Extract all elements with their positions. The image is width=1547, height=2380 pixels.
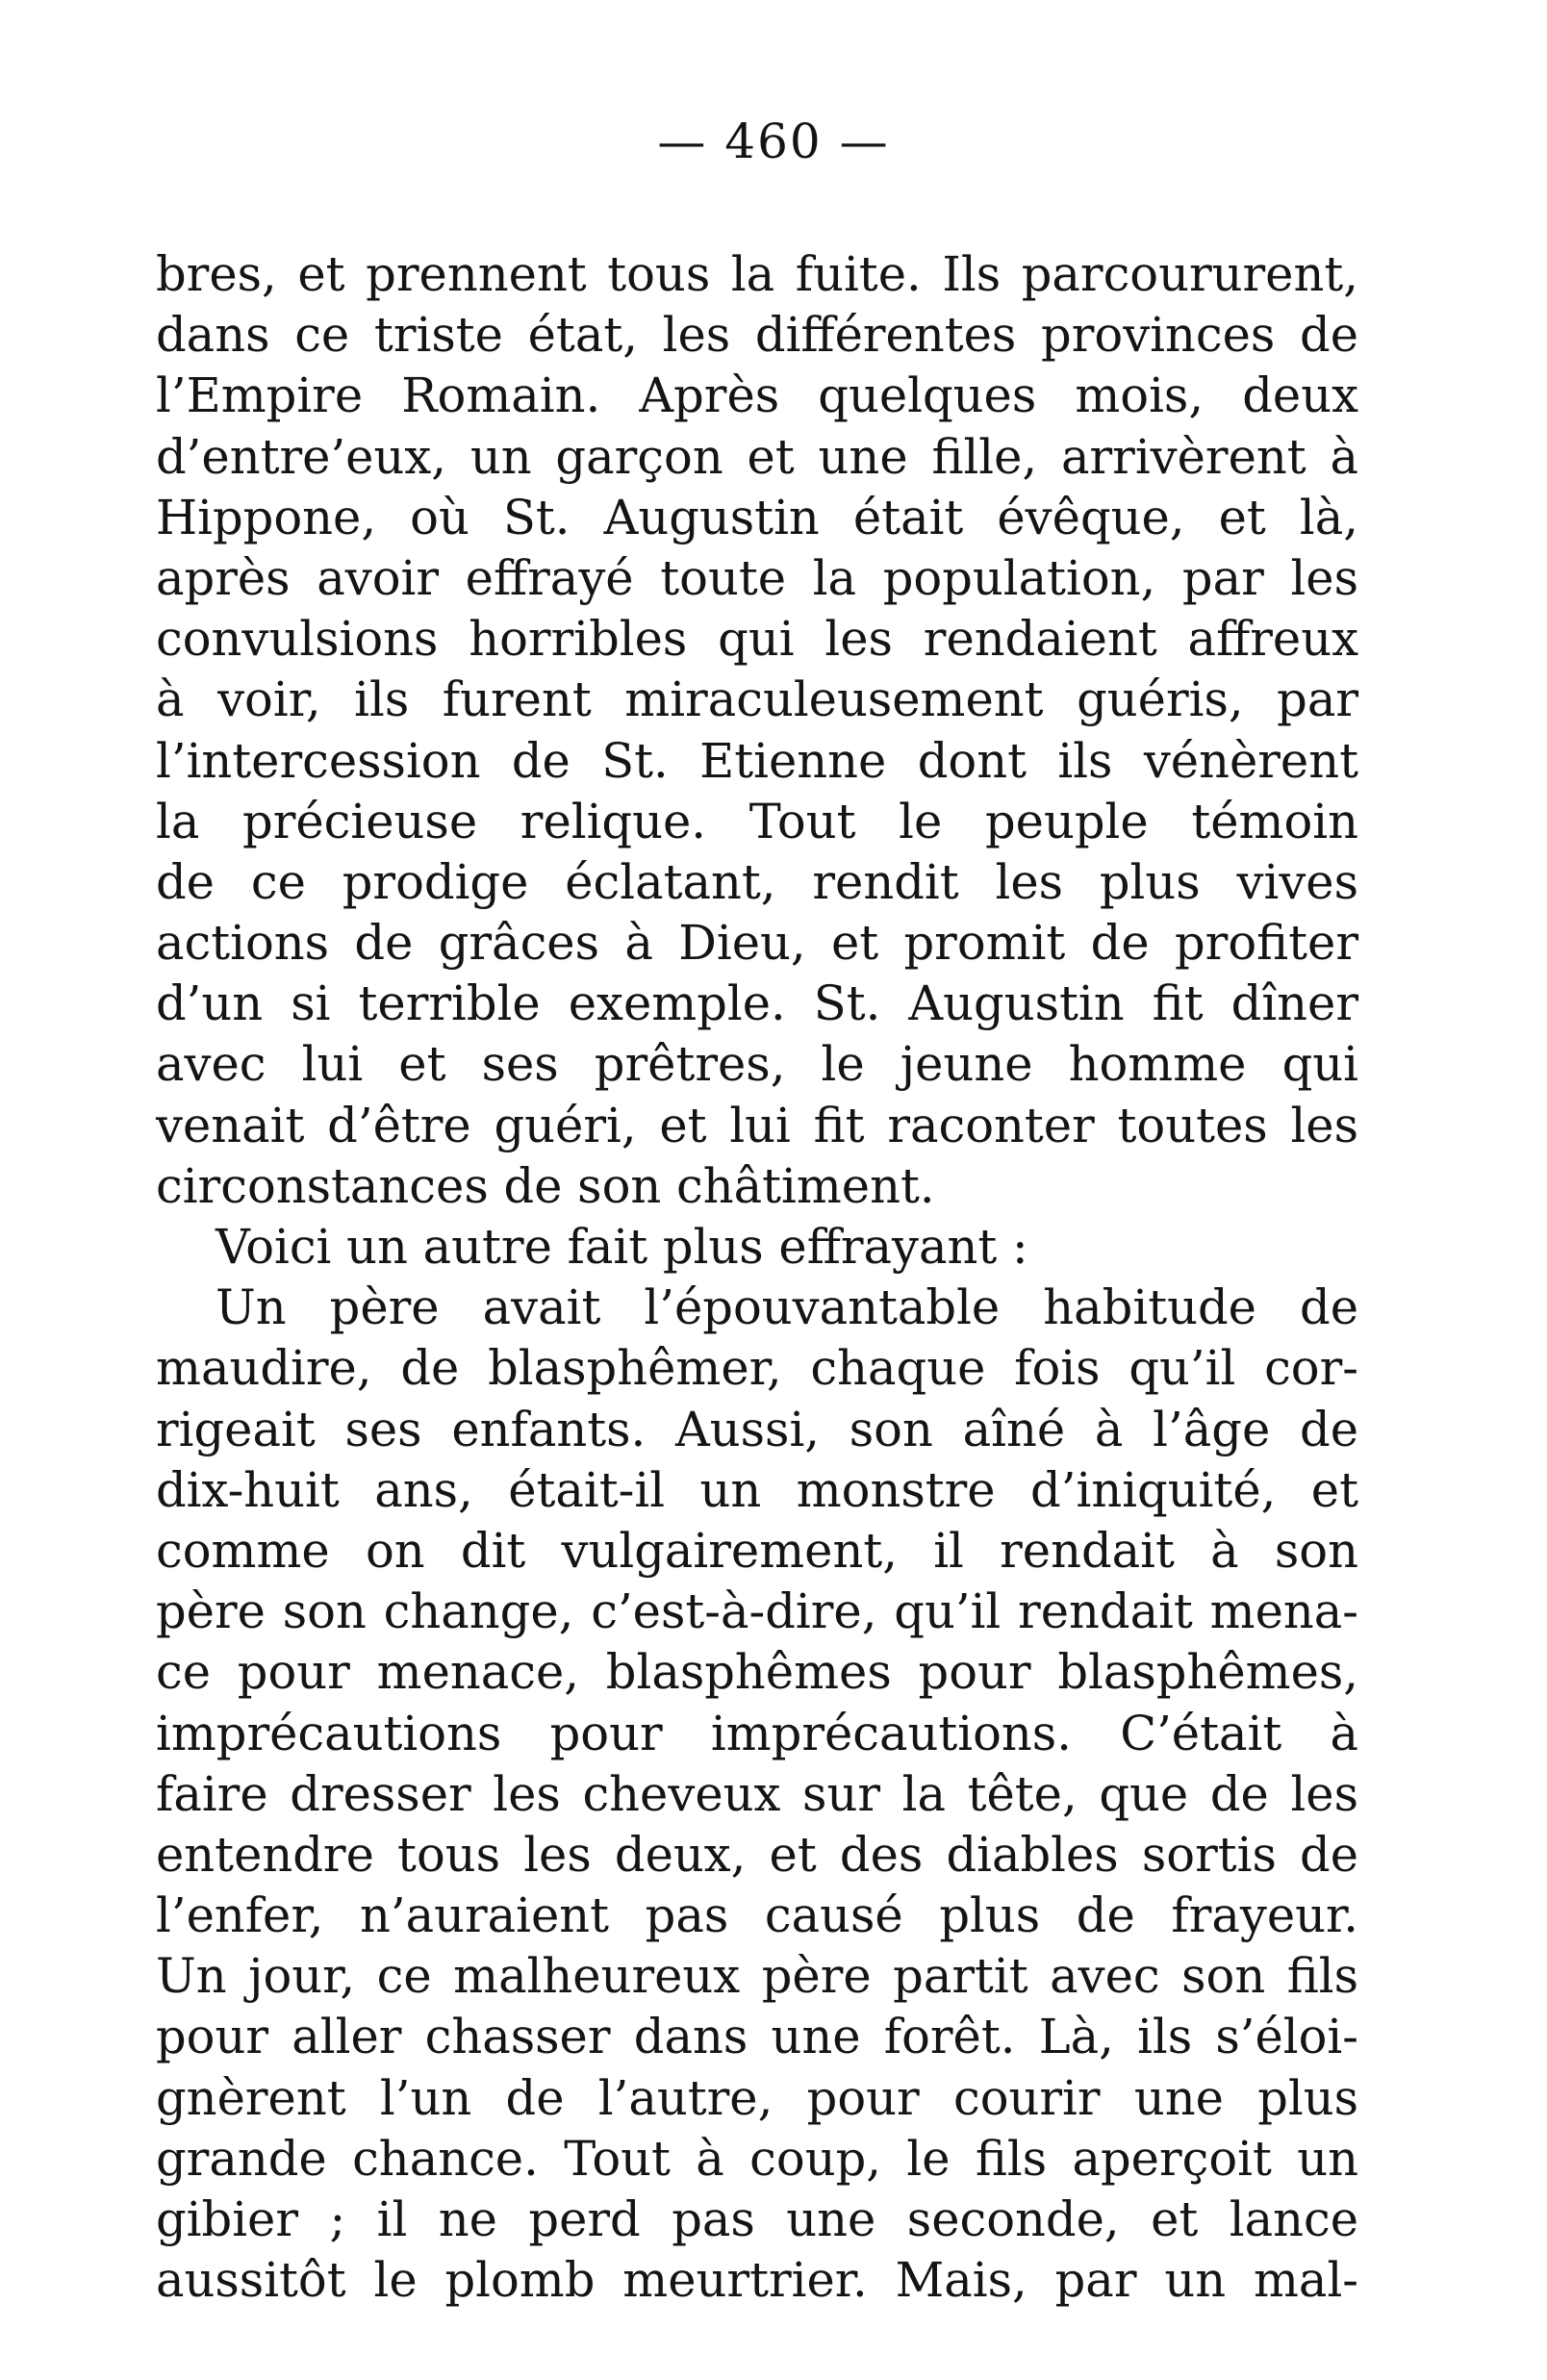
text-line: à voir, ils furent miraculeusement guéris, par <box>156 671 1358 728</box>
text-line: grande chance. Tout à coup, le fils aperçoit un <box>156 2130 1358 2187</box>
text-line: venait d’être guéri, et lui fit raconter toutes les <box>156 1097 1358 1153</box>
text-line: ce pour menace, blasphêmes pour blasphêmes, <box>156 1644 1358 1701</box>
text-line: avec lui et ses prêtres, le jeune homme qui <box>156 1036 1358 1093</box>
text-line: convulsions horribles qui les rendaient affreux <box>156 611 1358 668</box>
text-line: de ce prodige éclatant, rendit les plus vives <box>156 853 1358 910</box>
text-line: la précieuse relique. Tout le peuple témoin <box>156 793 1358 849</box>
text-line: Voici un autre fait plus effrayant : <box>216 1219 1028 1275</box>
text-line: après avoir effrayé toute la population, par les <box>156 549 1358 606</box>
text-line: maudire, de blasphêmer, chaque fois qu’il cor- <box>156 1340 1358 1397</box>
text-line: d’entre’eux, un garçon et une fille, arrivèrent à <box>156 428 1358 485</box>
page-number: — 460 — <box>657 114 890 169</box>
text-line: faire dresser les cheveux sur la tête, que de les <box>156 1765 1358 1822</box>
text-line: Un jour, ce malheureux père partit avec son fils <box>156 1948 1358 2005</box>
text-line: rigeait ses enfants. Aussi, son aîné à l’âge de <box>156 1401 1358 1457</box>
body-text <box>156 244 1358 2311</box>
text-line: actions de grâces à Dieu, et promit de profiter <box>156 915 1358 972</box>
text-line: l’intercession de St. Etienne dont ils vénèrent <box>156 732 1358 789</box>
text-line: l’enfer, n’auraient pas causé plus de frayeur. <box>156 1887 1358 1944</box>
text-line: bres, et prennent tous la fuite. Ils parcoururent, <box>156 246 1358 302</box>
text-line: circonstances de son châtiment. <box>156 1157 935 1214</box>
text-line: comme on dit vulgairement, il rendait à son <box>156 1522 1358 1579</box>
text-line: entendre tous les deux, et des diables sortis de <box>156 1826 1358 1883</box>
text-line: gnèrent l’un de l’autre, pour courir une plus <box>156 2069 1358 2126</box>
text-line: pour aller chasser dans une forêt. Là, ils s’éloi- <box>156 2009 1358 2065</box>
text-line: imprécautions pour imprécautions. C’était à <box>156 1705 1358 1761</box>
text-line: Hippone, où St. Augustin était évêque, et là, <box>156 489 1358 545</box>
text-line: Un père avait l’épouvantable habitude de <box>216 1279 1358 1336</box>
text-line: père son change, c’est-à-dire, qu’il rendait mena- <box>156 1583 1358 1640</box>
text-line: d’un si terrible exemple. St. Augustin fit dîner <box>156 975 1358 1032</box>
text-line: l’Empire Romain. Après quelques mois, deux <box>156 367 1358 424</box>
text-line: aussitôt le plomb meurtrier. Mais, par un mal- <box>156 2252 1358 2309</box>
text-line: dans ce triste état, les différentes provinces de <box>156 307 1358 364</box>
text-line: gibier ; il ne perd pas une seconde, et lance <box>156 2191 1358 2247</box>
text-line: dix-huit ans, était-il un monstre d’iniquité, et <box>156 1461 1358 1518</box>
